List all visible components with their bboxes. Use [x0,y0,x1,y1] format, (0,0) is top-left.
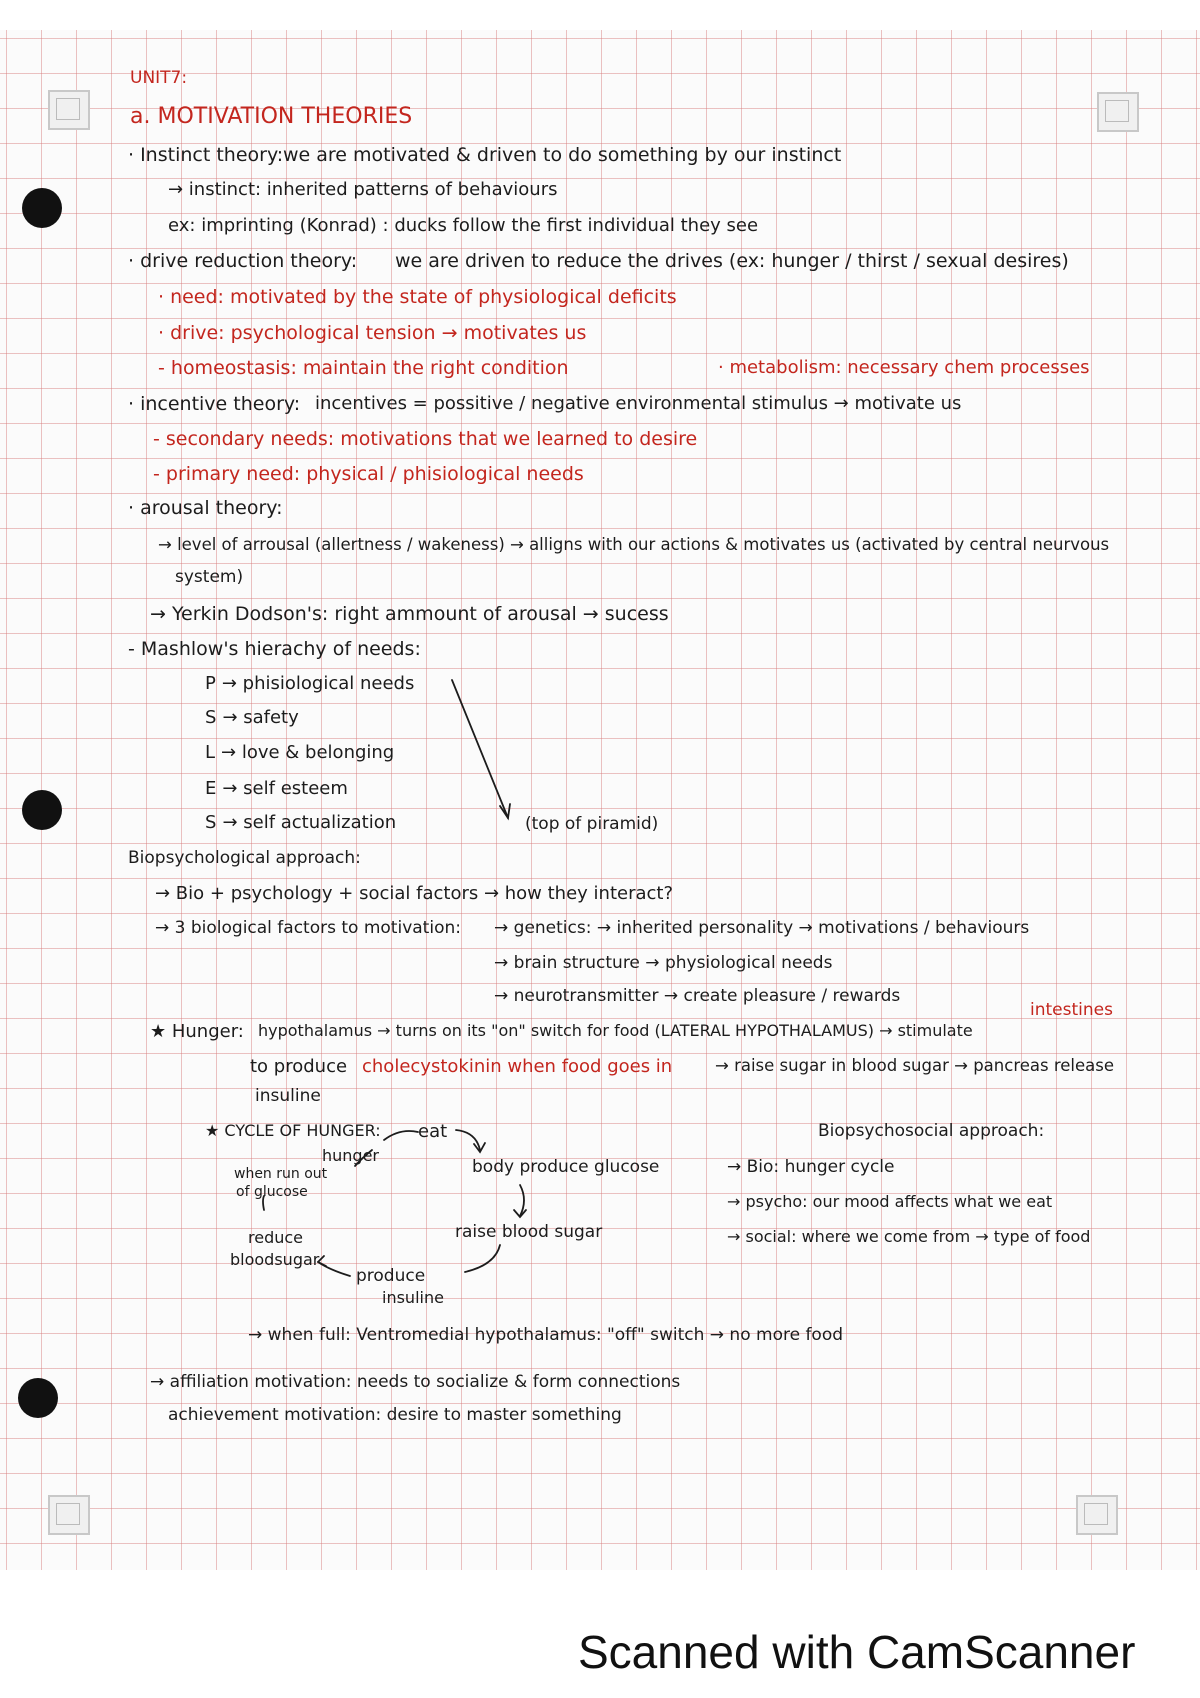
arousal-line2: → Yerkin Dodson's: right ammount of arousal → sucess [150,603,669,625]
scanner-watermark: Scanned with CamScanner [578,1626,1136,1678]
cycle-insuline: insuline [382,1288,444,1307]
cycle-body-glucose: body produce glucose [472,1157,660,1177]
maslow-letter: S [205,707,217,728]
arousal-line1: → level of arrousal (allertness / wakeness) → alligns with our actions & motivates us (activated by central neurvous [158,535,1110,554]
cycle-reduce: reduce [248,1228,304,1247]
maslow-letter: L [205,742,216,763]
affiliation-line: → affiliation motivation: needs to socialize & form connections [150,1372,681,1392]
cycle-produce: produce [356,1266,426,1286]
maslow-letter: P [205,673,216,694]
biopsych-line1: → Bio + psychology + social factors → how they interact? [155,883,674,904]
biopsychosocial-bio: → Bio: hunger cycle [727,1157,895,1177]
drive-definition: · drive: psychological tension → motivates us [158,322,587,344]
cycle-run-out: when run out [234,1166,328,1182]
maslow-text: → self actualization [222,812,397,833]
hunger-line2-b: → raise sugar in blood sugar → pancreas release [715,1056,1115,1075]
biopsych-line2: → 3 biological factors to motivation: [155,918,461,938]
instinct-title: · Instinct theory: [128,144,284,166]
drive-desc: we are driven to reduce the drives (ex: hunger / thirst / sexual desires) [395,250,1069,272]
need-definition: · need: motivated by the state of physiological deficits [158,286,677,308]
biopsych-title: Biopsychological approach: [128,848,361,868]
factor-neurotransmitter: → neurotransmitter → create pleasure / rewards [494,986,901,1006]
cycle-of-glucose: of glucose [236,1184,308,1200]
cycle-bloodsugar: bloodsugar [230,1250,320,1269]
incentive-desc: incentives = possitive / negative environmental stimulus → motivate us [315,393,962,414]
primary-need: - primary need: physical / phisiological needs [153,463,584,485]
achievement-line: achievement motivation: desire to master something [168,1405,622,1425]
maslow-text: → safety [222,707,299,728]
section-title: a. MOTIVATION THEORIES [130,104,413,129]
intestines-note: intestines [1030,1000,1113,1020]
incentive-title: · incentive theory: [128,393,301,415]
biopsychosocial-title: Biopsychosocial approach: [818,1121,1045,1141]
hunger-line1: hypothalamus → turns on its "on" switch for food (LATERAL HYPOTHALAMUS) → stimulate [258,1021,973,1040]
hunger-line3: insuline [255,1086,321,1106]
cycle-raise-blood: raise blood sugar [455,1222,603,1242]
instinct-example: ex: imprinting (Konrad) : ducks follow the first individual they see [168,215,759,236]
when-full-line: → when full: Ventromedial hypothalamus: "off" switch → no more food [248,1325,844,1345]
hunger-line2-a: to produce [250,1056,348,1077]
drive-title: · drive reduction theory: [128,250,358,272]
maslow-arrow [452,680,508,818]
hunger-line2-red: cholecystokinin when food goes in [362,1056,673,1077]
cycle-title: ★ CYCLE OF HUNGER: [205,1121,381,1140]
homeostasis-definition: - homeostasis: maintain the right condition [158,357,569,379]
arousal-title: · arousal theory: [128,497,283,519]
maslow-text: → phisiological needs [221,673,415,694]
maslow-text: → love & belonging [221,742,395,763]
pyramid-top-label: (top of piramid) [525,814,659,834]
maslow-title: - Mashlow's hierachy of needs: [128,638,421,660]
cycle-hunger: hunger [322,1146,379,1165]
secondary-needs: - secondary needs: motivations that we learned to desire [153,428,698,450]
arousal-line1b: system) [175,567,244,587]
maslow-text: → self esteem [222,778,348,799]
factor-genetics: → genetics: → inherited personality → motivations / behaviours [494,918,1030,938]
biopsychosocial-psycho: → psycho: our mood affects what we eat [727,1192,1053,1211]
instinct-definition: → instinct: inherited patterns of behaviours [168,179,558,200]
instinct-desc: we are motivated & driven to do something by our instinct [283,144,842,166]
cycle-eat: eat [418,1121,448,1142]
hunger-label: ★ Hunger: [150,1021,244,1042]
maslow-letter: S [205,812,217,833]
maslow-letter: E [205,778,217,799]
factor-brain-structure: → brain structure → physiological needs [494,953,833,973]
biopsychosocial-social: → social: where we come from → type of food [727,1227,1091,1246]
metabolism-definition: · metabolism: necessary chem processes [718,357,1090,378]
unit-heading: UNIT7: [130,68,188,88]
